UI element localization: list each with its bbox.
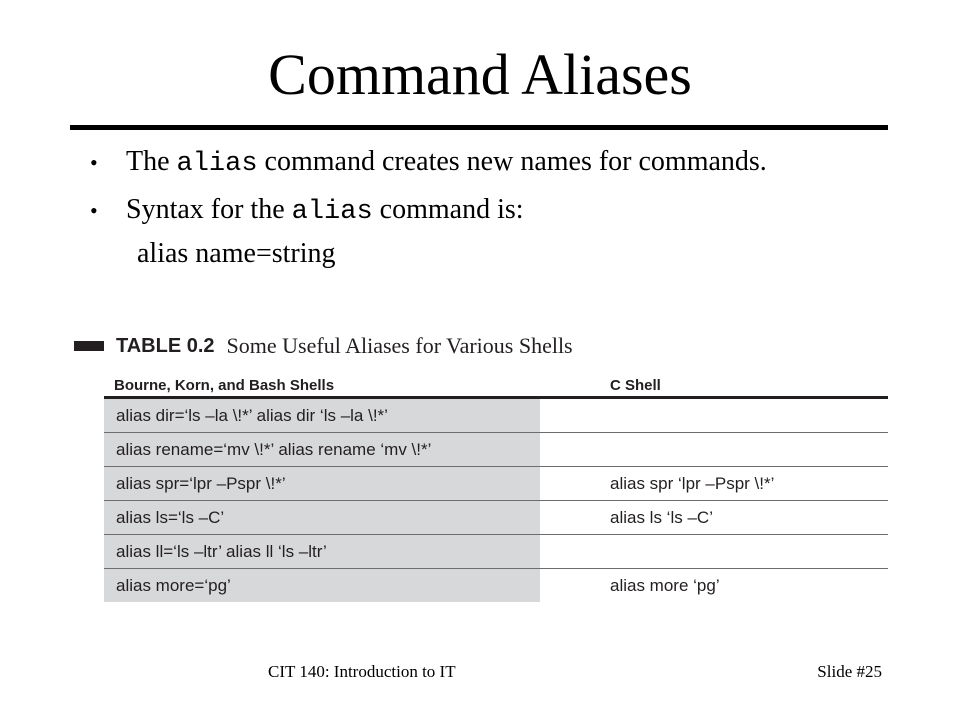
header-bourne-korn-bash: Bourne, Korn, and Bash Shells [114,377,335,394]
table-row [104,535,888,569]
syntax-example: alias name=string [137,238,336,269]
table-number: TABLE 0.2 [116,334,215,357]
table-caption: Some Useful Aliases for Various Shells [226,333,573,358]
cell-bourne: alias ll=‘ls –ltr’ alias ll ‘ls –ltr’ [104,535,540,568]
table-row [104,467,888,501]
cell-bourne: alias rename=‘mv \!*’ alias rename ‘mv \!*’ [104,433,540,466]
bullet-dot: • [90,198,98,223]
footer-course: CIT 140: Introduction to IT [268,662,456,681]
table-title-marker [74,341,104,351]
bullet-post: command creates new names for commands. [257,146,767,177]
bullet-item [90,140,767,188]
bullet-code: alias [176,149,258,179]
cell-cshell: alias more ‘pg’ [610,575,720,595]
table-row [104,399,888,433]
cell-bourne: alias spr=‘lpr –Pspr \!*’ [104,467,540,500]
table-row [104,501,888,535]
bullet-item [90,188,767,236]
cell-bourne: alias more=‘pg’ [104,569,540,602]
footer-slide-number: Slide #25 [817,662,882,681]
bullet-pre: The [126,146,177,177]
header-c-shell: C Shell [610,377,661,394]
cell-bourne: alias ls=‘ls –C’ [104,501,540,534]
table-row [104,569,888,602]
bullet-dot: • [90,150,98,175]
cell-cshell: alias spr ‘lpr –Pspr \!*’ [610,473,775,493]
slide-title: Command Aliases [268,42,692,107]
bullet-post: command is: [372,194,524,225]
cell-cshell: alias ls ‘ls –C’ [610,507,713,527]
table-title [74,330,573,362]
bullet-pre: Syntax for the [126,194,292,225]
table-header [104,373,888,399]
title-underline [70,125,888,130]
cell-bourne: alias dir=‘ls –la \!*’ alias dir ‘ls –la \!*’ [104,399,540,432]
aliases-table [104,373,888,602]
bullet-text [126,140,767,186]
bullet-list [90,140,767,236]
bullet-text [126,188,524,234]
bullet-code: alias [291,197,373,227]
table-row [104,433,888,467]
